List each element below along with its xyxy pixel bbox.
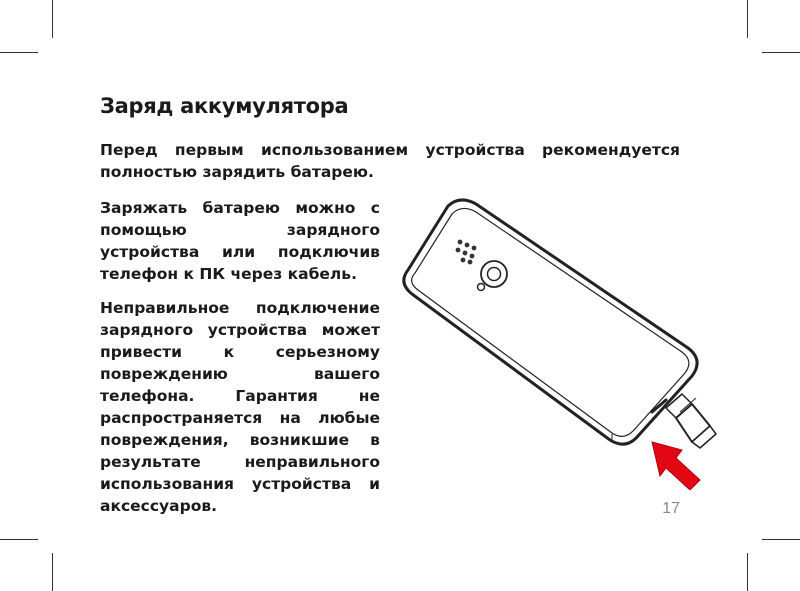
flash-icon [478, 284, 485, 291]
speaker-grille-icon [456, 240, 477, 265]
page-title: Заряд аккумулятора [100, 94, 349, 118]
crop-mark [0, 52, 38, 53]
phone-body [404, 200, 697, 444]
charging-methods-paragraph: Заряжать батарею можно с помощью зарядного устройства или подключив телефон к ПК через кабель. [100, 199, 380, 283]
crop-mark [747, 553, 748, 591]
crop-mark [762, 539, 800, 540]
crop-mark [52, 0, 53, 38]
crop-mark [52, 553, 53, 591]
camera-icon [481, 261, 507, 287]
insert-direction-arrow-icon [652, 442, 700, 490]
crop-mark [0, 539, 38, 540]
page-number: 17 [662, 500, 680, 517]
crop-mark [762, 52, 800, 53]
body-column [100, 197, 380, 529]
crop-mark [747, 0, 748, 38]
intro-paragraph: Перед первым использованием устройства рекомендуется полностью зарядить батарею. [100, 141, 680, 181]
usb-connector-icon [666, 394, 716, 448]
phone-charging-illustration [390, 190, 730, 490]
warranty-warning-paragraph: Неправильное подключение зарядного устройства может привести к серьезному повреждению вашего телефона. Гарантия не распространяется на любые повреждения, возникшие в результате неправильного использования устройства и аксессуаров. [100, 299, 380, 515]
